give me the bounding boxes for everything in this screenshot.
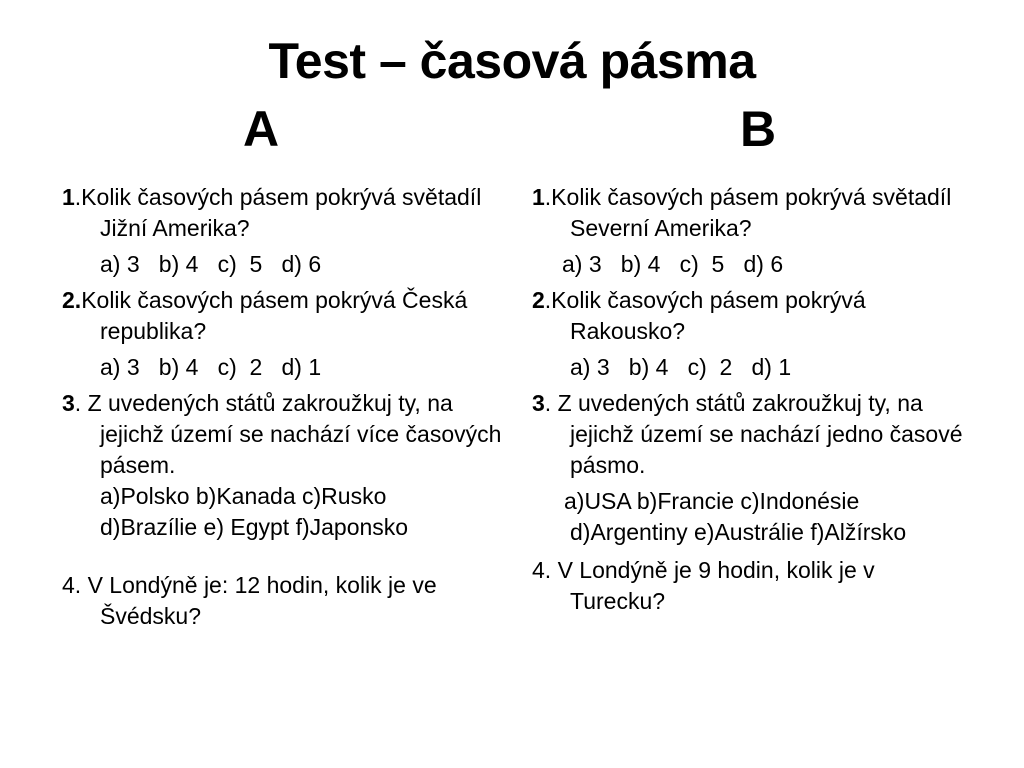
question-3-options-line-2: d)Brazílie e) Egypt f)Japonsko — [100, 514, 409, 540]
question-text: . Z uvedených států zakroužkuj ty, na jejichž území se nachází více časových pásem. — [74, 390, 502, 478]
question-3-options-line-1: a)Polsko b)Kanada c)Rusko — [100, 483, 387, 509]
question-text: .Kolik časových pásem pokrývá světadíl Severní Amerika? — [544, 184, 952, 241]
question-3 — [62, 388, 502, 481]
question-3 — [532, 388, 972, 481]
question-2-options: a) 3 b) 4 c) 2 d) 1 — [570, 354, 792, 380]
variant-b-label: B — [740, 101, 777, 157]
variant-a-label: A — [243, 101, 280, 157]
question-text: .Kolik časových pásem pokrývá Rakousko? — [544, 287, 866, 344]
question-1-options: a) 3 b) 4 c) 5 d) 6 — [562, 251, 784, 277]
question-number: 3 — [62, 390, 75, 416]
question-text: .Kolik časových pásem pokrývá světadíl Jižní Amerika? — [74, 184, 482, 241]
question-number: 2. — [62, 287, 82, 313]
question-number: 2 — [532, 287, 545, 313]
question-number: 1 — [532, 184, 545, 210]
question-text: . Z uvedených států zakroužkuj ty, na jejichž území se nachází jedno časové pásmo. — [544, 390, 963, 478]
spacer — [62, 548, 502, 570]
question-1 — [532, 182, 972, 244]
question-1-options: a) 3 b) 4 c) 5 d) 6 — [100, 251, 322, 277]
question-text: Kolik časových pásem pokrývá Česká republika? — [81, 287, 468, 344]
question-1 — [62, 182, 502, 244]
page-title: Test – časová pásma — [268, 33, 756, 89]
variant-a-column — [62, 182, 502, 637]
question-2-options: a) 3 b) 4 c) 2 d) 1 — [100, 354, 322, 380]
question-4: 4. V Londýně je: 12 hodin, kolik je ve Švédsku? — [62, 572, 437, 629]
question-number: 3 — [532, 390, 545, 416]
question-3-options: a)USA b)Francie c)Indonésie d)Argentiny e)Austrálie f)Alžírsko — [564, 488, 907, 545]
variant-b-column — [532, 182, 972, 622]
question-2 — [532, 285, 972, 347]
question-number: 1 — [62, 184, 75, 210]
question-2 — [62, 285, 502, 347]
question-4: 4. V Londýně je 9 hodin, kolik je v Turecku? — [532, 557, 875, 614]
